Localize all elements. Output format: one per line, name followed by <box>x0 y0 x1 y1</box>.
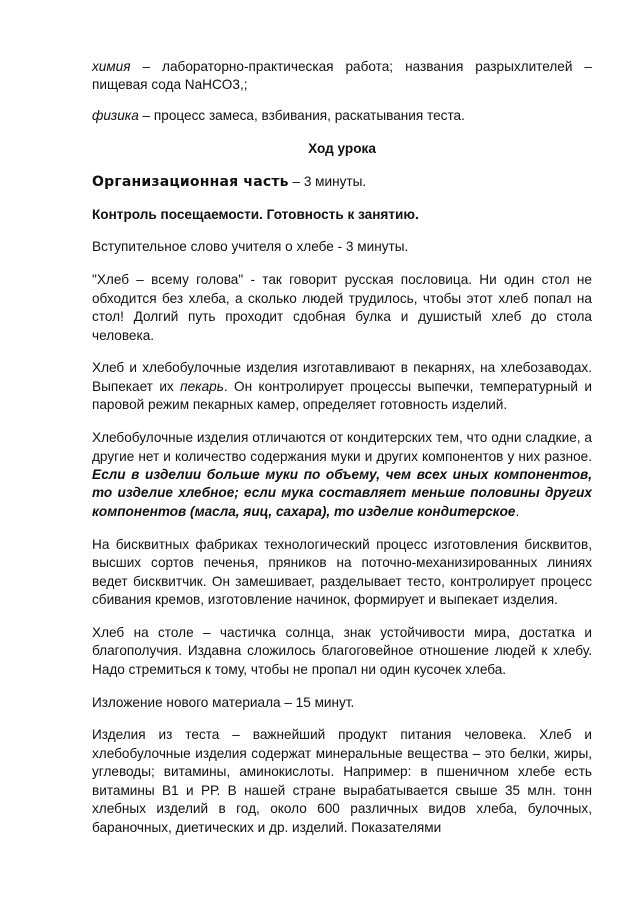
lesson-heading: Ход урока <box>308 140 376 156</box>
paragraph-organization <box>92 173 592 191</box>
paragraph-physics <box>92 107 592 125</box>
paragraph-dough-products: Изделия из теста – важнейший продукт питания человека. Хлеб и хлебобулочные изделия содержат минеральные вещества – это белки, жиры, углеводы; витамины, аминокислоты. Например: в пшеничном хлебе есть витамины В1 и РР. В нашей стране вырабатывается свыше 35 млн. тонн хлебных изделий в год, около 600 различных видов хлеба, булочных, бараночных, диетических и др. изделий. Показателями <box>92 727 592 835</box>
paragraph-attendance: Контроль посещаемости. Готовность к занятию. <box>92 206 419 222</box>
paragraph-proverb: "Хлеб – всему голова" - так говорит русская пословица. Ни один стол не обходится без хлеба, а сколько людей трудилось, чтобы этот хлеб попал на стол! Долгий путь проходит сдобная булка и душистый хлеб до стола человека. <box>92 272 592 343</box>
word-baker: пекарь <box>180 378 224 394</box>
paragraph-chemistry <box>92 58 592 95</box>
document-page <box>92 58 592 837</box>
physics-text: – процесс замеса, взбивания, раскатывания теста. <box>138 107 465 123</box>
paragraph-bread-on-table: Хлеб на столе – частичка солнца, знак устойчивости мира, достатка и благополучия. Издавна сложилось благоговейное отношение людей к хлебу. Надо стремиться к тому, чтобы не пропал ни один кусочек хлеба. <box>92 624 592 677</box>
subject-chemistry: химия <box>92 59 131 74</box>
subject-physics: физика <box>92 107 139 123</box>
definition-bold: Если в изделии больше муки по объему, чем всех иных компонентов, то изделие хлебное; если мука составляет меньше половины других компонентов (масла, яиц, сахара), то изделие кондитерское <box>92 467 592 519</box>
organization-title: Организационная часть <box>92 173 289 190</box>
chemistry-text: – лабораторно-практическая работа; названия разрыхлителей – пищевая сода NaHCO3,; <box>92 59 592 93</box>
paragraph-intro: Вступительное слово учителя о хлебе - 3 минуты. <box>92 239 409 255</box>
paragraph-bakers: Хлеб и хлебобулочные изделия изготавливают в пекарнях, на хлебозаводах. Выпекает их пекарь. Он контролирует процессы выпечки, температурный и паровой режим пекарных камер, определяет готовность изделий. <box>92 360 592 413</box>
paragraph-new-material: Изложение нового материала – 15 минут. <box>92 694 355 710</box>
paragraph-difference: Хлебобулочные изделия отличаются от кондитерских тем, что одни сладкие, а другие нет и количество содержания муки и других компонентов у них разное. Если в изделии больше муки по объему, чем всех иных компонентов, то изделие хлебное; если мука составляет меньше половины других компонентов (масла, яиц, сахара), то изделие кондитерское. <box>92 430 592 519</box>
organization-duration: – 3 минуты. <box>288 173 367 189</box>
paragraph-biscuit-factories: На бисквитных фабриках технологический процесс изготовления бисквитов, высших сортов печенья, пряников на поточно-механизированных линиях ведет бисквитчик. Он замешивает, разделывает тесто, контролирует процесс сбивания кремов, изготовление начинок, формирует и выпекает изделия. <box>92 536 592 607</box>
